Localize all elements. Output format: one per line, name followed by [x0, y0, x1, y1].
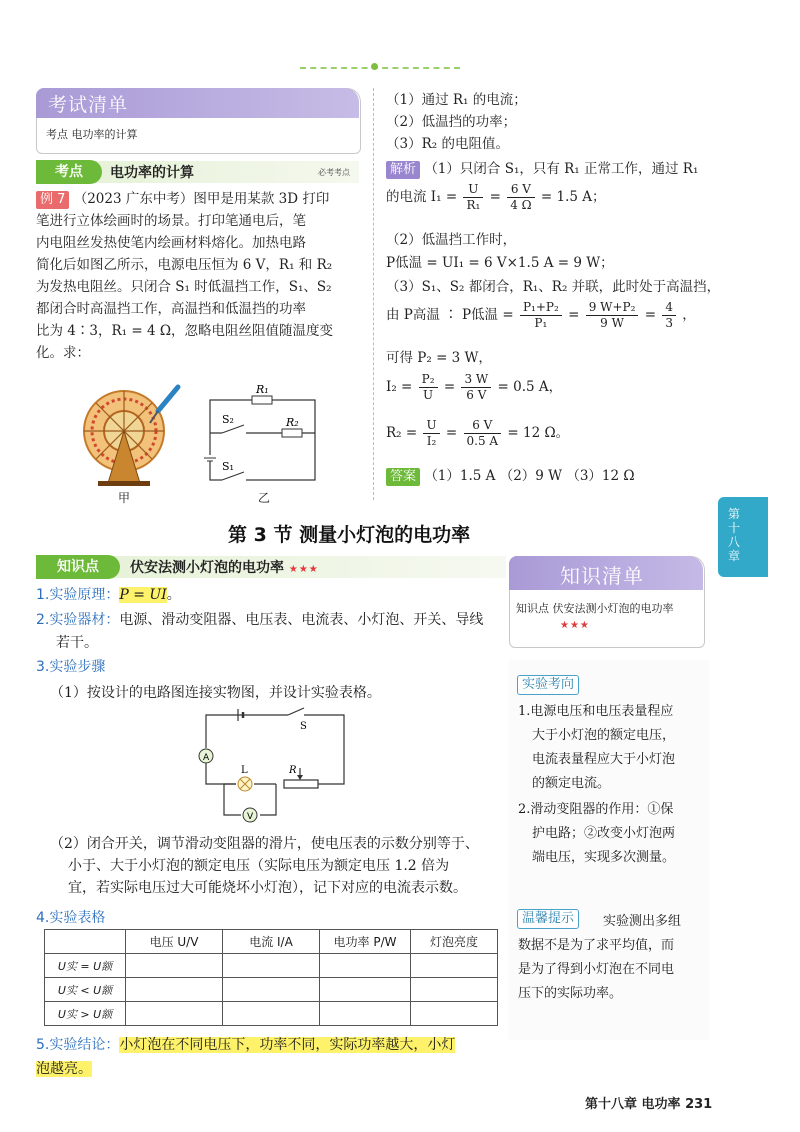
side-paragraph-2	[518, 798, 675, 870]
table-header	[45, 930, 126, 954]
table-header: 电流 I/A	[223, 930, 320, 954]
example-line: 内电阻丝发热使笔内绘画材料熔化。加热电路	[36, 235, 306, 251]
step-1: （1）按设计的电路图连接实物图，并设计实验表格。	[50, 685, 381, 701]
side-line: 端电压，实现多次测量。	[532, 850, 676, 865]
exam-list-title: 考试清单	[48, 94, 129, 116]
question-1: （1）通过 R₁ 的电流；	[386, 92, 527, 108]
kp-title: 电功率的计算	[110, 165, 194, 181]
solution-line-i2	[386, 372, 562, 403]
example-line: 化。求：	[36, 345, 90, 361]
circuit-r1-label: R₁	[256, 383, 269, 396]
text: 。	[166, 587, 181, 603]
star-rating: ★★★	[288, 564, 319, 575]
text: =	[445, 425, 458, 441]
knowledge-list-point: 知识点 伏安法测小灯泡的电功率	[516, 602, 674, 615]
step-2-line: （2）闭合开关，调节滑动变阻器的滑片，使电压表的示数分别等于、	[50, 836, 479, 852]
conclusion-text: 小灯泡在不同电压下，功率不同，实际功率越大，小灯	[119, 1037, 456, 1053]
text: = 0.5 A，	[497, 379, 563, 395]
table-cell: U实 > U额	[45, 1002, 126, 1026]
text: =	[443, 379, 456, 395]
text: = 1.5 A；	[540, 189, 606, 205]
kp2-title-text: 伏安法测小灯泡的电功率	[130, 560, 284, 576]
answer-tag: 答案	[386, 468, 420, 486]
fraction: $\frac{4}{3}$	[662, 300, 676, 331]
solution-tag: 解析	[386, 161, 420, 179]
solution-line: P低温 = UI₁ = 6 V×1.5 A = 9 W；	[386, 255, 614, 271]
example-line: 比为 4∶3，R₁ = 4 Ω，忽略电阻丝阻值随温度变	[36, 323, 334, 339]
table-header: 电功率 P/W	[320, 930, 411, 954]
text: 的电流 I₁ =	[386, 189, 458, 205]
table-header-row	[45, 930, 498, 954]
equipment-text: 电源、滑动变阻器、电压表、电流表、小灯泡、开关、导线	[119, 612, 484, 628]
top-ornament-dot	[371, 63, 378, 70]
example-block	[36, 188, 371, 364]
kp-note: 必考考点	[318, 168, 350, 177]
side-line: 是为了得到小灯泡在不同电	[518, 962, 675, 977]
circuit-s2-label: S₂	[222, 413, 234, 426]
experiment-table	[44, 929, 498, 1026]
table-row	[45, 1002, 498, 1026]
table-cell: U实 = U额	[45, 954, 126, 978]
text: = 12 Ω。	[507, 425, 570, 441]
example-line: 为发热电阻丝。只闭合 S₁ 时低温挡工作，S₁、S₂	[36, 279, 332, 295]
steps-label: 3.实验步骤	[36, 659, 106, 675]
question-3: （3）R₂ 的电阻值。	[386, 136, 509, 152]
fraction: $\frac{\text{9 W+P₂}}{9 W}$	[586, 300, 639, 331]
warm-tip-tag: 温馨提示	[517, 909, 579, 929]
section-title: 第 3 节 测量小灯泡的电功率	[228, 524, 471, 546]
footer-chapter: 第十八章 电功率	[585, 1097, 681, 1112]
side-line: 的额定电流。	[532, 776, 611, 791]
lamp-label: L	[241, 765, 248, 776]
fraction: $\frac{3 W}{6 V}$	[461, 372, 491, 403]
side-line: 电流表量程应大于小灯泡	[532, 752, 676, 767]
solution-line: 可得 P₂ = 3 W，	[386, 350, 492, 366]
side-line: 1.电源电压和电压表量程应	[518, 704, 674, 719]
conclusion-text: 泡越亮。	[36, 1061, 92, 1077]
text: ，	[682, 307, 696, 323]
star-rating: ★★★	[560, 620, 590, 631]
side-line: 数据不是为了求平均值，而	[518, 938, 675, 953]
text: =	[489, 189, 501, 205]
conclusion-line-2	[36, 1058, 92, 1078]
fraction: $\frac{U}{\text{I₂}}$	[423, 418, 439, 449]
example-line: （2023 广东中考）图甲是用某款 3D 打印	[73, 191, 330, 207]
chapter-tab-label: 第十八章	[727, 507, 740, 563]
equipment-label: 2.实验器材：	[36, 612, 120, 628]
circuit-s1-label: S₁	[222, 460, 234, 473]
side-line: 2.滑动变阻器的作用：①保	[518, 802, 674, 817]
exam-direction-tag: 实验考向	[517, 675, 579, 695]
text: R₂ =	[386, 425, 418, 441]
step-2-line: 宜，若实际电压过大可能烧坏小灯泡），记下对应的电流表示数。	[68, 880, 467, 896]
measurement-circuit-diagram	[196, 703, 354, 823]
step-2-line: 小于、大于小灯泡的额定电压（实际电压为额定电压 1.2 倍为	[68, 858, 450, 874]
side-paragraph-3	[518, 934, 674, 1006]
exam-point-text: 考点 电功率的计算	[46, 128, 138, 141]
fraction: $\frac{6 V}{0.5 A}$	[464, 418, 502, 449]
ferris-wheel-illustration	[78, 383, 190, 487]
principle-line	[36, 584, 181, 604]
column-divider	[373, 88, 374, 500]
text: I₂ =	[386, 379, 413, 395]
kp2-tag: 知识点	[36, 555, 120, 579]
principle-label: 1.实验原理：	[36, 587, 120, 603]
circuit-r2-label: R₂	[286, 416, 299, 429]
table-row	[45, 954, 498, 978]
conclusion-label: 5.实验结论：	[36, 1037, 120, 1053]
top-ornament-line	[300, 67, 460, 69]
side-paragraph-1	[518, 700, 675, 796]
table-row	[45, 978, 498, 1002]
side-line: 护电路；②改变小灯泡两	[532, 826, 676, 841]
text: =	[644, 307, 657, 323]
solution-line: （2）低温挡工作时，	[386, 232, 517, 248]
ammeter-label: A	[203, 753, 210, 763]
page-footer	[585, 1093, 712, 1112]
solution-line: （3）S₁、S₂ 都闭合，R₁、R₂ 并联，此时处于高温挡，	[386, 279, 721, 295]
side-line: 大于小灯泡的额定电压，	[532, 728, 676, 743]
text: 由 P高温 ∶ P低温 =	[386, 307, 514, 323]
table-header: 灯泡亮度	[411, 930, 498, 954]
example-line: 简化后如图乙所示，电源电压恒为 6 V，R₁ 和 R₂	[36, 257, 333, 273]
fraction: $\frac{\text{P₁+P₂}}{\text{P₁}}$	[520, 300, 562, 331]
rheostat-label: R	[289, 765, 297, 776]
solution-line: （1）只闭合 S₁，只有 R₁ 正常工作，通过 R₁	[424, 161, 699, 177]
table-label: 4.实验表格	[36, 910, 106, 926]
example-tag: 例 7	[36, 191, 69, 209]
kp-tag: 考点	[36, 160, 102, 184]
heating-circuit-diagram	[200, 383, 330, 483]
solution-line-ratio	[386, 300, 696, 331]
answer-text: （1）1.5 A （2）9 W （3）12 Ω	[424, 468, 635, 484]
table-cell: U实 < U额	[45, 978, 126, 1002]
example-line: 都闭合时高温挡工作，高温挡和低温挡的功率	[36, 301, 306, 317]
equipment-line-2: 若干。	[56, 635, 98, 651]
fraction: $\frac{\text{P₂}}{U}$	[419, 372, 438, 403]
switch-label: S	[300, 721, 307, 732]
voltmeter-label: V	[247, 812, 254, 822]
step-2	[50, 833, 479, 899]
solution-line-current	[386, 182, 606, 213]
knowledge-list-title: 知识清单	[560, 564, 644, 588]
table-header: 电压 U/V	[126, 930, 223, 954]
figure-label-b: 乙	[258, 491, 271, 505]
figure-label-a: 甲	[118, 491, 131, 505]
side-line: 实验测出多组	[603, 914, 682, 929]
side-line: 压下的实际功率。	[518, 986, 623, 1001]
text: =	[568, 307, 580, 323]
principle-value: P = UI	[119, 587, 167, 603]
page-number: 231	[685, 1097, 713, 1112]
kp2-title	[130, 557, 319, 577]
fraction: $\frac{U}{\text{R₁}}$	[463, 182, 483, 213]
example-line: 笔进行立体绘画时的场景。打印笔通电后，笔	[36, 213, 306, 229]
solution-line-r2	[386, 418, 569, 449]
question-2: （2）低温挡的功率；	[386, 114, 517, 130]
equipment-line	[36, 609, 483, 629]
conclusion-line	[36, 1034, 455, 1054]
fraction: $\frac{6 V}{4 \Omega}$	[507, 182, 534, 213]
